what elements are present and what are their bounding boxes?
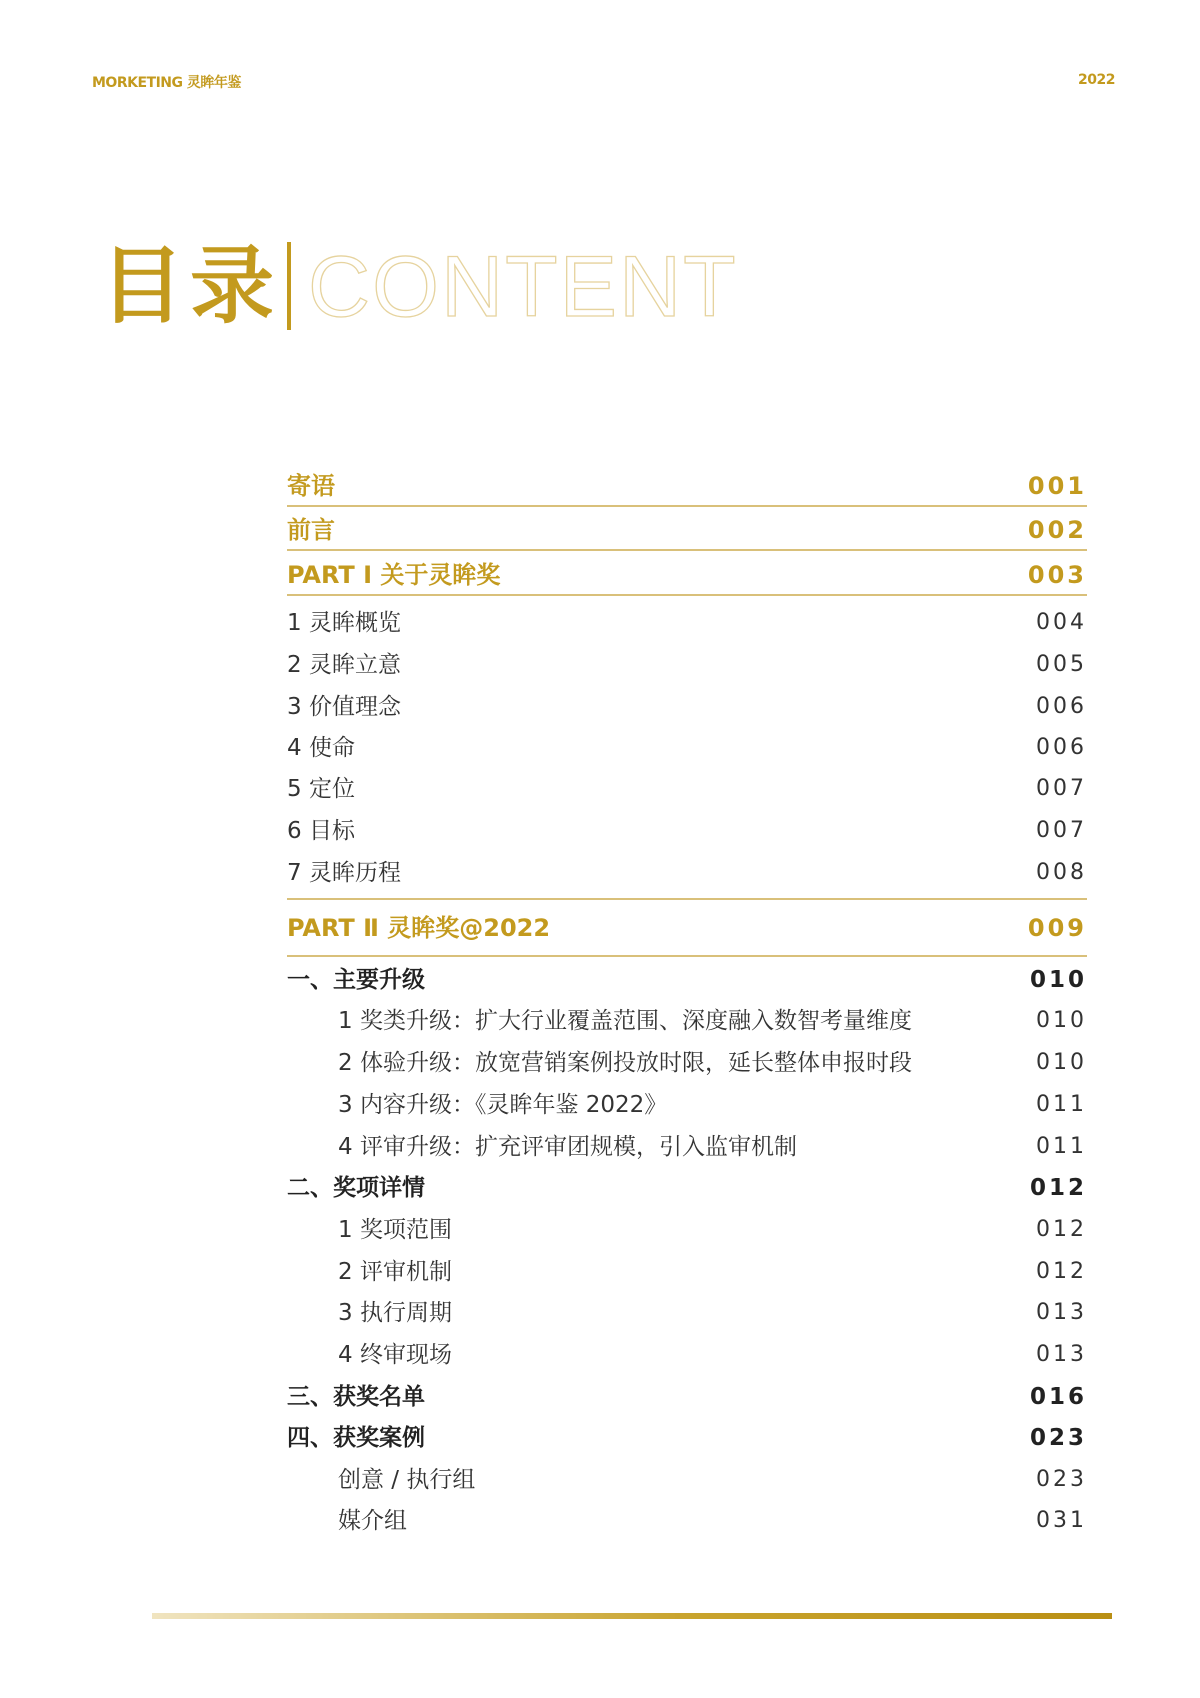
header-publication-title: MORKETING 灵眸年鉴	[92, 75, 241, 91]
toc-page-number: 023	[1036, 1467, 1087, 1492]
toc-row[interactable]	[287, 1003, 1087, 1039]
toc-row[interactable]	[287, 1462, 1087, 1498]
toc-page-number: 005	[1036, 652, 1087, 677]
toc-label: 7 灵眸历程	[287, 860, 401, 886]
toc-page-number: 012	[1036, 1217, 1087, 1242]
toc-page-number: 007	[1036, 818, 1087, 843]
toc-page-number: 013	[1036, 1342, 1087, 1367]
toc-page-number: 006	[1036, 694, 1087, 719]
toc-row[interactable]	[287, 1045, 1087, 1081]
toc-page-number: 012	[1029, 1175, 1087, 1201]
toc-page-number: 013	[1036, 1300, 1087, 1325]
toc-row-jiyu[interactable]	[287, 468, 1087, 504]
toc-page-number: 002	[1027, 516, 1087, 544]
toc-page-number: 016	[1029, 1384, 1087, 1410]
toc-page-number: 008	[1036, 860, 1087, 885]
toc-label: 2 体验升级：放宽营销案例投放时限，延长整体申报时段	[338, 1050, 912, 1076]
toc-row[interactable]	[287, 730, 1087, 766]
toc-row[interactable]	[287, 1087, 1087, 1123]
toc-label: 寄语	[287, 472, 335, 500]
toc-rule	[287, 594, 1087, 596]
header-year: 2022	[1078, 72, 1115, 88]
footer-gold-bar	[152, 1613, 1112, 1619]
toc-page-number: 023	[1029, 1425, 1087, 1451]
toc-label: 三、获奖名单	[287, 1384, 425, 1410]
toc-row[interactable]	[287, 1212, 1087, 1248]
toc-section-row[interactable]	[287, 1170, 1087, 1206]
toc-label: 1 奖类升级：扩大行业覆盖范围、深度融入数智考量维度	[338, 1008, 912, 1034]
toc-label: 1 奖项范围	[338, 1217, 452, 1243]
toc-label: PART Ⅱ 灵眸奖@2022	[287, 914, 551, 942]
toc-page-number: 011	[1036, 1092, 1087, 1117]
toc-section-row[interactable]	[287, 1379, 1087, 1415]
toc-row[interactable]	[287, 813, 1087, 849]
toc-page-number: 010	[1036, 1050, 1087, 1075]
toc-section-row[interactable]	[287, 1420, 1087, 1456]
title-chinese: 目录	[100, 237, 281, 335]
toc-page-number: 007	[1036, 776, 1087, 801]
toc-rule	[287, 955, 1087, 957]
toc-row[interactable]	[287, 647, 1087, 683]
toc-row-part2[interactable]	[287, 910, 1087, 946]
toc-page-number: 001	[1027, 472, 1087, 500]
toc-row[interactable]	[287, 1295, 1087, 1331]
toc-page-number: 009	[1027, 914, 1087, 942]
toc-page-number: 003	[1027, 561, 1087, 589]
toc-label: 前言	[287, 516, 335, 544]
toc-label: 四、获奖案例	[287, 1425, 425, 1451]
toc-row-qianyan[interactable]	[287, 512, 1087, 548]
title-divider	[287, 242, 291, 330]
toc-label: 二、奖项详情	[287, 1175, 425, 1201]
toc-page-number: 004	[1036, 610, 1087, 635]
toc-row[interactable]	[287, 1503, 1087, 1539]
toc-row[interactable]	[287, 605, 1087, 641]
toc-page-number: 031	[1036, 1508, 1087, 1533]
toc-row[interactable]	[287, 771, 1087, 807]
toc-page-number: 010	[1036, 1008, 1087, 1033]
toc-section-row[interactable]	[287, 962, 1087, 998]
toc-label: 5 定位	[287, 776, 355, 802]
toc-label: PART Ⅰ 关于灵眸奖	[287, 561, 501, 589]
toc-label: 2 灵眸立意	[287, 652, 401, 678]
toc-page-number: 012	[1036, 1259, 1087, 1284]
toc-rule	[287, 898, 1087, 900]
toc-label: 创意 / 执行组	[338, 1467, 476, 1493]
toc-page-number: 011	[1036, 1134, 1087, 1159]
toc-row[interactable]	[287, 855, 1087, 891]
toc-label: 一、主要升级	[287, 967, 425, 993]
toc-row-part1[interactable]	[287, 557, 1087, 593]
toc-row[interactable]	[287, 1337, 1087, 1373]
toc-label: 1 灵眸概览	[287, 610, 401, 636]
toc-row[interactable]	[287, 1254, 1087, 1290]
toc-page-number: 010	[1029, 967, 1087, 993]
toc-label: 4 终审现场	[338, 1342, 452, 1368]
toc-label: 3 执行周期	[338, 1300, 452, 1326]
toc-row[interactable]	[287, 689, 1087, 725]
toc-rule	[287, 549, 1087, 551]
toc-label: 4 使命	[287, 735, 355, 761]
toc-rule	[287, 505, 1087, 507]
toc-label: 3 内容升级：《灵眸年鉴 2022》	[338, 1092, 668, 1118]
toc-label: 媒介组	[338, 1508, 407, 1534]
toc-page-number: 006	[1036, 735, 1087, 760]
toc-label: 3 价值理念	[287, 694, 401, 720]
toc-row[interactable]	[287, 1129, 1087, 1165]
title-english-outline: CONTENT	[308, 239, 738, 335]
toc-label: 2 评审机制	[338, 1259, 452, 1285]
toc-label: 6 目标	[287, 818, 355, 844]
toc-label: 4 评审升级：扩充评审团规模，引入监审机制	[338, 1134, 797, 1160]
